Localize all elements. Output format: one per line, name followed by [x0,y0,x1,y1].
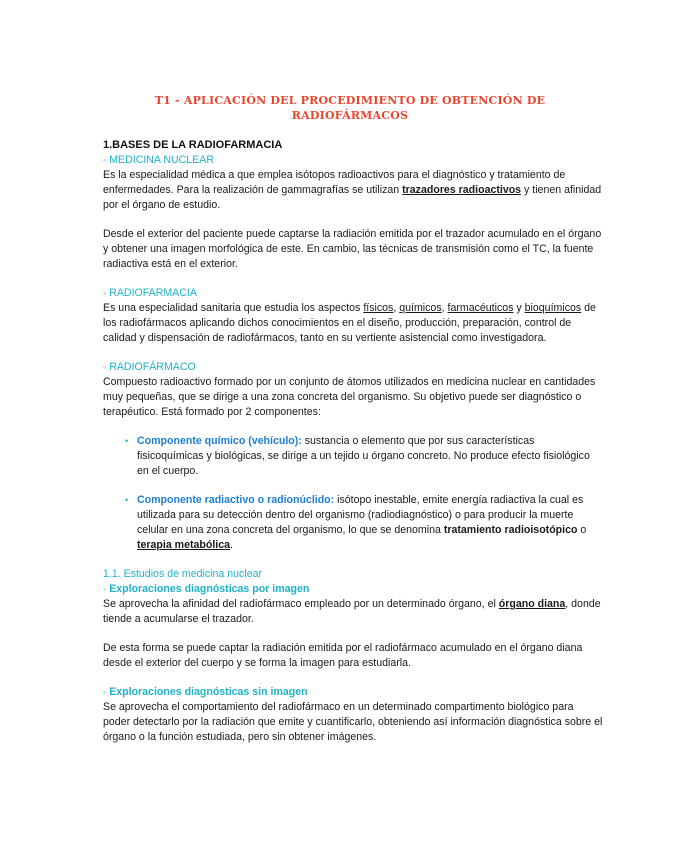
subheading-radiofarmaco: ◦ RADIOFÁRMACO [103,361,196,373]
bullet-dot-icon: • [125,436,129,446]
subheading-con-imagen: ◦ Exploraciones diagnósticas por imagen [103,583,310,595]
section-heading-bases: 1.BASES DE LA RADIOFARMACIA [103,139,283,151]
circle-bullet-icon: ◦ [103,288,107,298]
bullet-dot-icon: • [125,495,129,505]
paragraph-con-imagen-1: Se aprovecha la afinidad del radiofármaco empleado por un determinado órgano, el órgano diana, donde tiende a acumularse el trazador. [103,598,601,625]
circle-bullet-icon: ◦ [103,362,107,372]
subheading-sin-imagen: ◦ Exploraciones diagnósticas sin imagen [103,686,308,698]
document-page [103,93,603,745]
list-item-componente-radiactivo: • Componente radiactivo o radionúclido: isótopo inestable, emite energía radiactiva la cual es utilizada para su detección dentro del organismo (radiodiagnóstico) o para producir la muerte celular en una zona concreta del organismo, lo que se denomina tratamiento radioisotópico o terapia metabólica. [125,494,587,551]
circle-bullet-icon: ◦ [103,155,107,165]
circle-bullet-icon: ◦ [103,687,107,697]
paragraph-medicina-1: Es la especialidad médica a que emplea isótopos radioactivos para el diagnóstico y tratamiento de enfermedades. Para la realización de gammagrafías se utilizan trazadores radioactivos y tienen afinidad por el órgano de estudio. [103,169,602,211]
paragraph-radiofarmaco: Compuesto radioactivo formado por un conjunto de átomos utilizados en medicina nuclear en cantidades muy pequeñas, que se dirige a una zona concreta del organismo. Su objetivo puede ser diagnóstico o terapéutico. Está formado por 2 componentes: [103,376,596,418]
paragraph-medicina-2: Desde el exterior del paciente puede captarse la radiación emitida por el trazador acumulado en el órgano y obtener una imagen morfológica de este. En cambio, las técnicas de transmisión como el TC, la fuente radiactiva está en el exterior. [103,228,602,270]
document-title: T1 - APLICACIÓN DEL PROCEDIMIENTO DE OBTENCIÓN DE RADIOFÁRMACOS [154,94,546,122]
term-trazadores: trazadores radioactivos [402,184,522,196]
paragraph-radiofarmacia: Es una especialidad sanitaria que estudia los aspectos físicos, químicos, farmacéuticos y bioquímicos de los radiofármacos aplicando dichos conocimientos en el diseño, producción, preparación, control de calidad y dispensación de radiofármacos, tanto en su vertiente asistencial como investigadora. [103,302,596,344]
section-heading-estudios: 1.1. Estudios de medicina nuclear [103,568,262,580]
subheading-medicina-nuclear: ◦ MEDICINA NUCLEAR [103,154,214,166]
list-item-componente-quimico: • Componente químico (vehículo): sustancia o elemento que por sus características fisicoquímicas y biológicas, se dirige a un tejido u órgano concreto. No produce efecto fisiológico en el cuerpo. [125,435,590,477]
paragraph-con-imagen-2: De esta forma se puede captar la radiación emitida por el radiofármaco acumulado en el órgano diana desde el exterior del cuerpo y se forma la imagen para estudiarla. [103,642,583,669]
subheading-radiofarmacia: ◦ RADIOFARMACIA [103,287,197,299]
circle-bullet-icon: ◦ [103,584,107,594]
paragraph-sin-imagen: Se aprovecha el comportamiento del radiofármaco en un determinado compartimento biológico para poder detectarlo por la radiación que emite y cuantificarlo, obteniendo así información diagnóstica sobre el órgano o la función estudiada, pero sin obtener imágenes. [103,701,603,743]
